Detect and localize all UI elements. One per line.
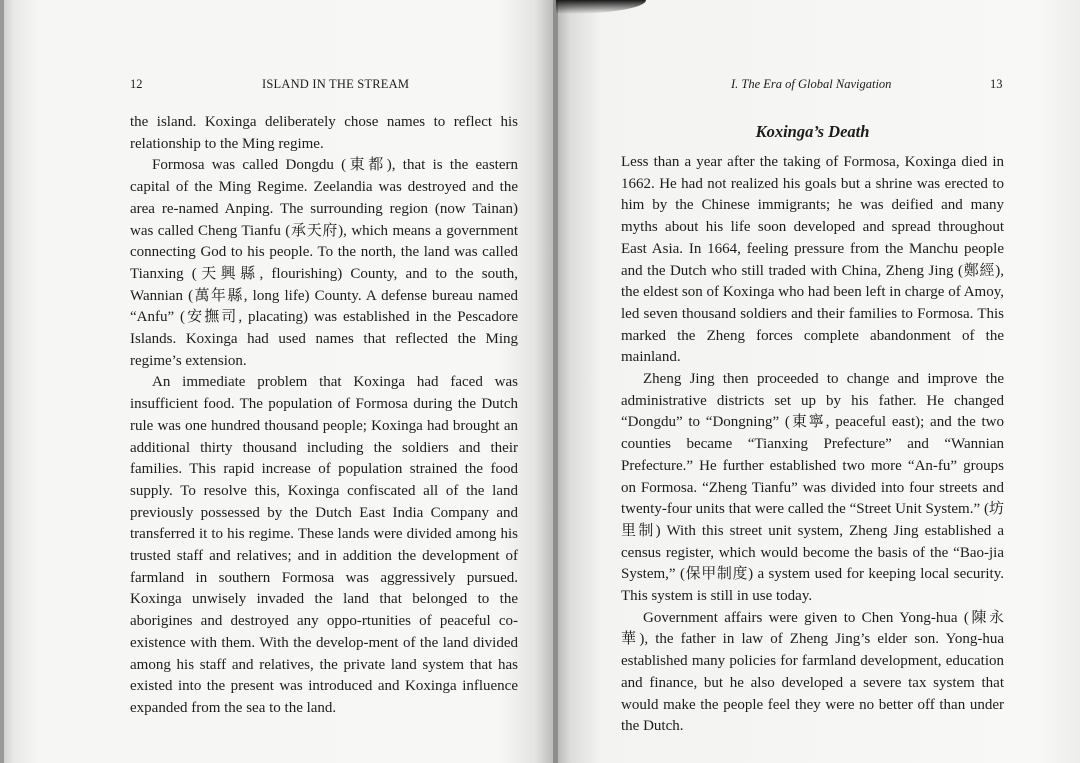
section-title: Koxinga’s Death: [755, 122, 870, 141]
paragraph: Less than a year after the taking of Formosa, Koxinga died in 1662. He had not realized his goals but a shrine was erected to him by the Chinese immigrants; he was deified and many myths about his life soon developed and spread throughout East Asia. In 1664, feeling pressure from the Manchu people and the Dutch who still traded with China, Zheng Jing (鄭經), the eldest son of Koxinga who had been left in charge of Amoy, led seven thousand soldiers and their families to Formosa. This marked the Zheng forces complete abandonment of the mainland.: [621, 154, 1004, 366]
left-page-body: [130, 112, 518, 720]
paragraph: Zheng Jing then proceeded to change and improve the administrative districts set up by his father. He changed “Dongdu” to “Dongning” (東寧, peaceful east); and the two counties became “Tianxing Prefecture” and “Wannian Prefecture.” He further established two more “An-fu” groups on Formosa. “Zheng Tianfu” was divided into four streets and twenty-four units that were called the “Street Unit System.” (坊里制) With this street unit system, Zheng Jing established a census register, which would become the basis of the “Bao-jia System,” (保甲制度) a system used for keeping local security. This system is still in use today.: [621, 371, 1004, 605]
left-running-head: ISLAND IN THE STREAM: [262, 77, 410, 91]
paragraph: the island. Koxinga deliberately chose names to reflect his relationship to the Ming regime.: [130, 114, 518, 152]
right-page-body: [621, 152, 1004, 738]
right-running-head: I. The Era of Global Navigation: [731, 77, 892, 91]
right-page-number: 13: [990, 77, 1003, 91]
book-gutter: [553, 0, 558, 763]
paragraph: Government affairs were given to Chen Yong-hua (陳永華), the father in law of Zheng Jing’s elder son. Yong-hua established many policies for farmland development, education and finance, but he also developed a severe tax system that would make the people feel they were no better off than under the Dutch.: [621, 609, 1004, 735]
paragraph: Formosa was called Dongdu (東都), that is the eastern capital of the Ming Regime. Zeelandia was destroyed and the area re-named Anping. The surrounding region (now Tainan) was called Cheng Tianfu (承天府), which means a government connecting God to his people. To the north, the land was called Tianxing (天興縣, flourishing) County, and to the south, Wannian (萬年縣, long life) County. A defense bureau named “Anfu” (安撫司, placating) was established in the Pescadore Islands. Koxinga had used names that reflected the Ming regime’s extension.: [130, 157, 518, 369]
paragraph: An immediate problem that Koxinga had faced was insufficient food. The population of Formosa during the Dutch rule was one hundred thousand people; Koxinga had brought an additional thirty thousand including the soldiers and their families. This rapid increase of population strained the food supply. To resolve this, Koxinga confiscated all of the land previously possessed by the Dutch East India Company and transferred it to his regime. These lands were divided among his trusted staff and relatives; and in addition the development of farmland in southern Formosa was aggressively pursued. Koxinga unwisely invaded the land that belonged to the aborigines and destroyed any oppo-rtunities of peaceful co-existence with them. With the develop-ment of the land divided among his staff and relatives, the private land system that has existed into the present was introduced and Koxinga influence expanded from the sea to the land.: [130, 374, 518, 716]
page-edge: [0, 0, 4, 763]
left-page-number: 12: [130, 77, 143, 91]
